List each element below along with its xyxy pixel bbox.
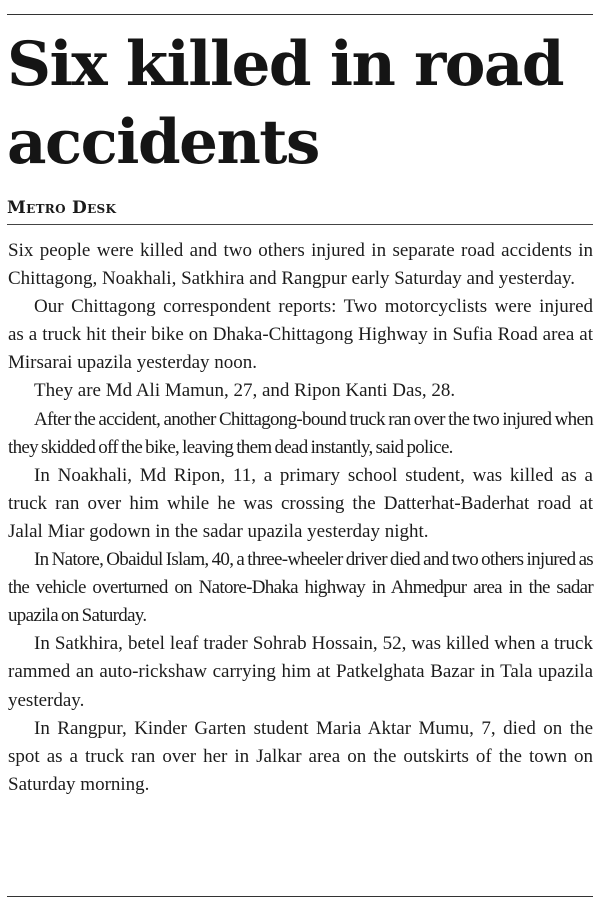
top-rule	[7, 14, 593, 15]
bottom-rule	[7, 896, 593, 897]
paragraph-lead: Six people were killed and two others injured in separate road accidents in Chittagong, Noakhali, Satkhira and Rangpur early Saturday and yesterday.	[8, 240, 593, 290]
article-body	[8, 237, 593, 799]
headline-line-2: accidents	[7, 107, 319, 178]
paragraph: In Natore, Obaidul Islam, 40, a three-wheeler driver died and two others injured as the vehicle overturned on Natore-Dhaka highway in Ahmedpur area in the sadar upazila on Saturday.	[8, 549, 593, 627]
paragraph: They are Md Ali Mamun, 27, and Ripon Kanti Das, 28.	[34, 380, 456, 402]
paragraph: In Satkhira, betel leaf trader Sohrab Hossain, 52, was killed when a truck rammed an auto-rickshaw carrying him at Patkelghata Bazar in Tala upazila yesterday.	[8, 633, 593, 711]
byline-rule	[7, 224, 593, 225]
headline	[7, 26, 593, 182]
paragraph: After the accident, another Chittagong-bound truck ran over the two injured when they skidded off the bike, leaving them dead instantly, said police.	[8, 408, 593, 458]
paragraph: In Noakhali, Md Ripon, 11, a primary school student, was killed as a truck ran over him while he was crossing the Datterhat-Baderhat road at Jalal Miar godown in the sadar upazila yesterday night.	[8, 464, 593, 542]
byline: Metro Desk	[7, 198, 117, 218]
headline-line-1: Six killed in road	[7, 29, 564, 100]
paragraph: In Rangpur, Kinder Garten student Maria Aktar Mumu, 7, died on the spot as a truck ran over her in Jalkar area on the outskirts of the town on Saturday morning.	[8, 717, 593, 795]
paragraph: Our Chittagong correspondent reports: Two motorcyclists were injured as a truck hit their bike on Dhaka-Chittagong Highway in Sufia Road area at Mirsarai upazila yesterday noon.	[8, 296, 593, 374]
